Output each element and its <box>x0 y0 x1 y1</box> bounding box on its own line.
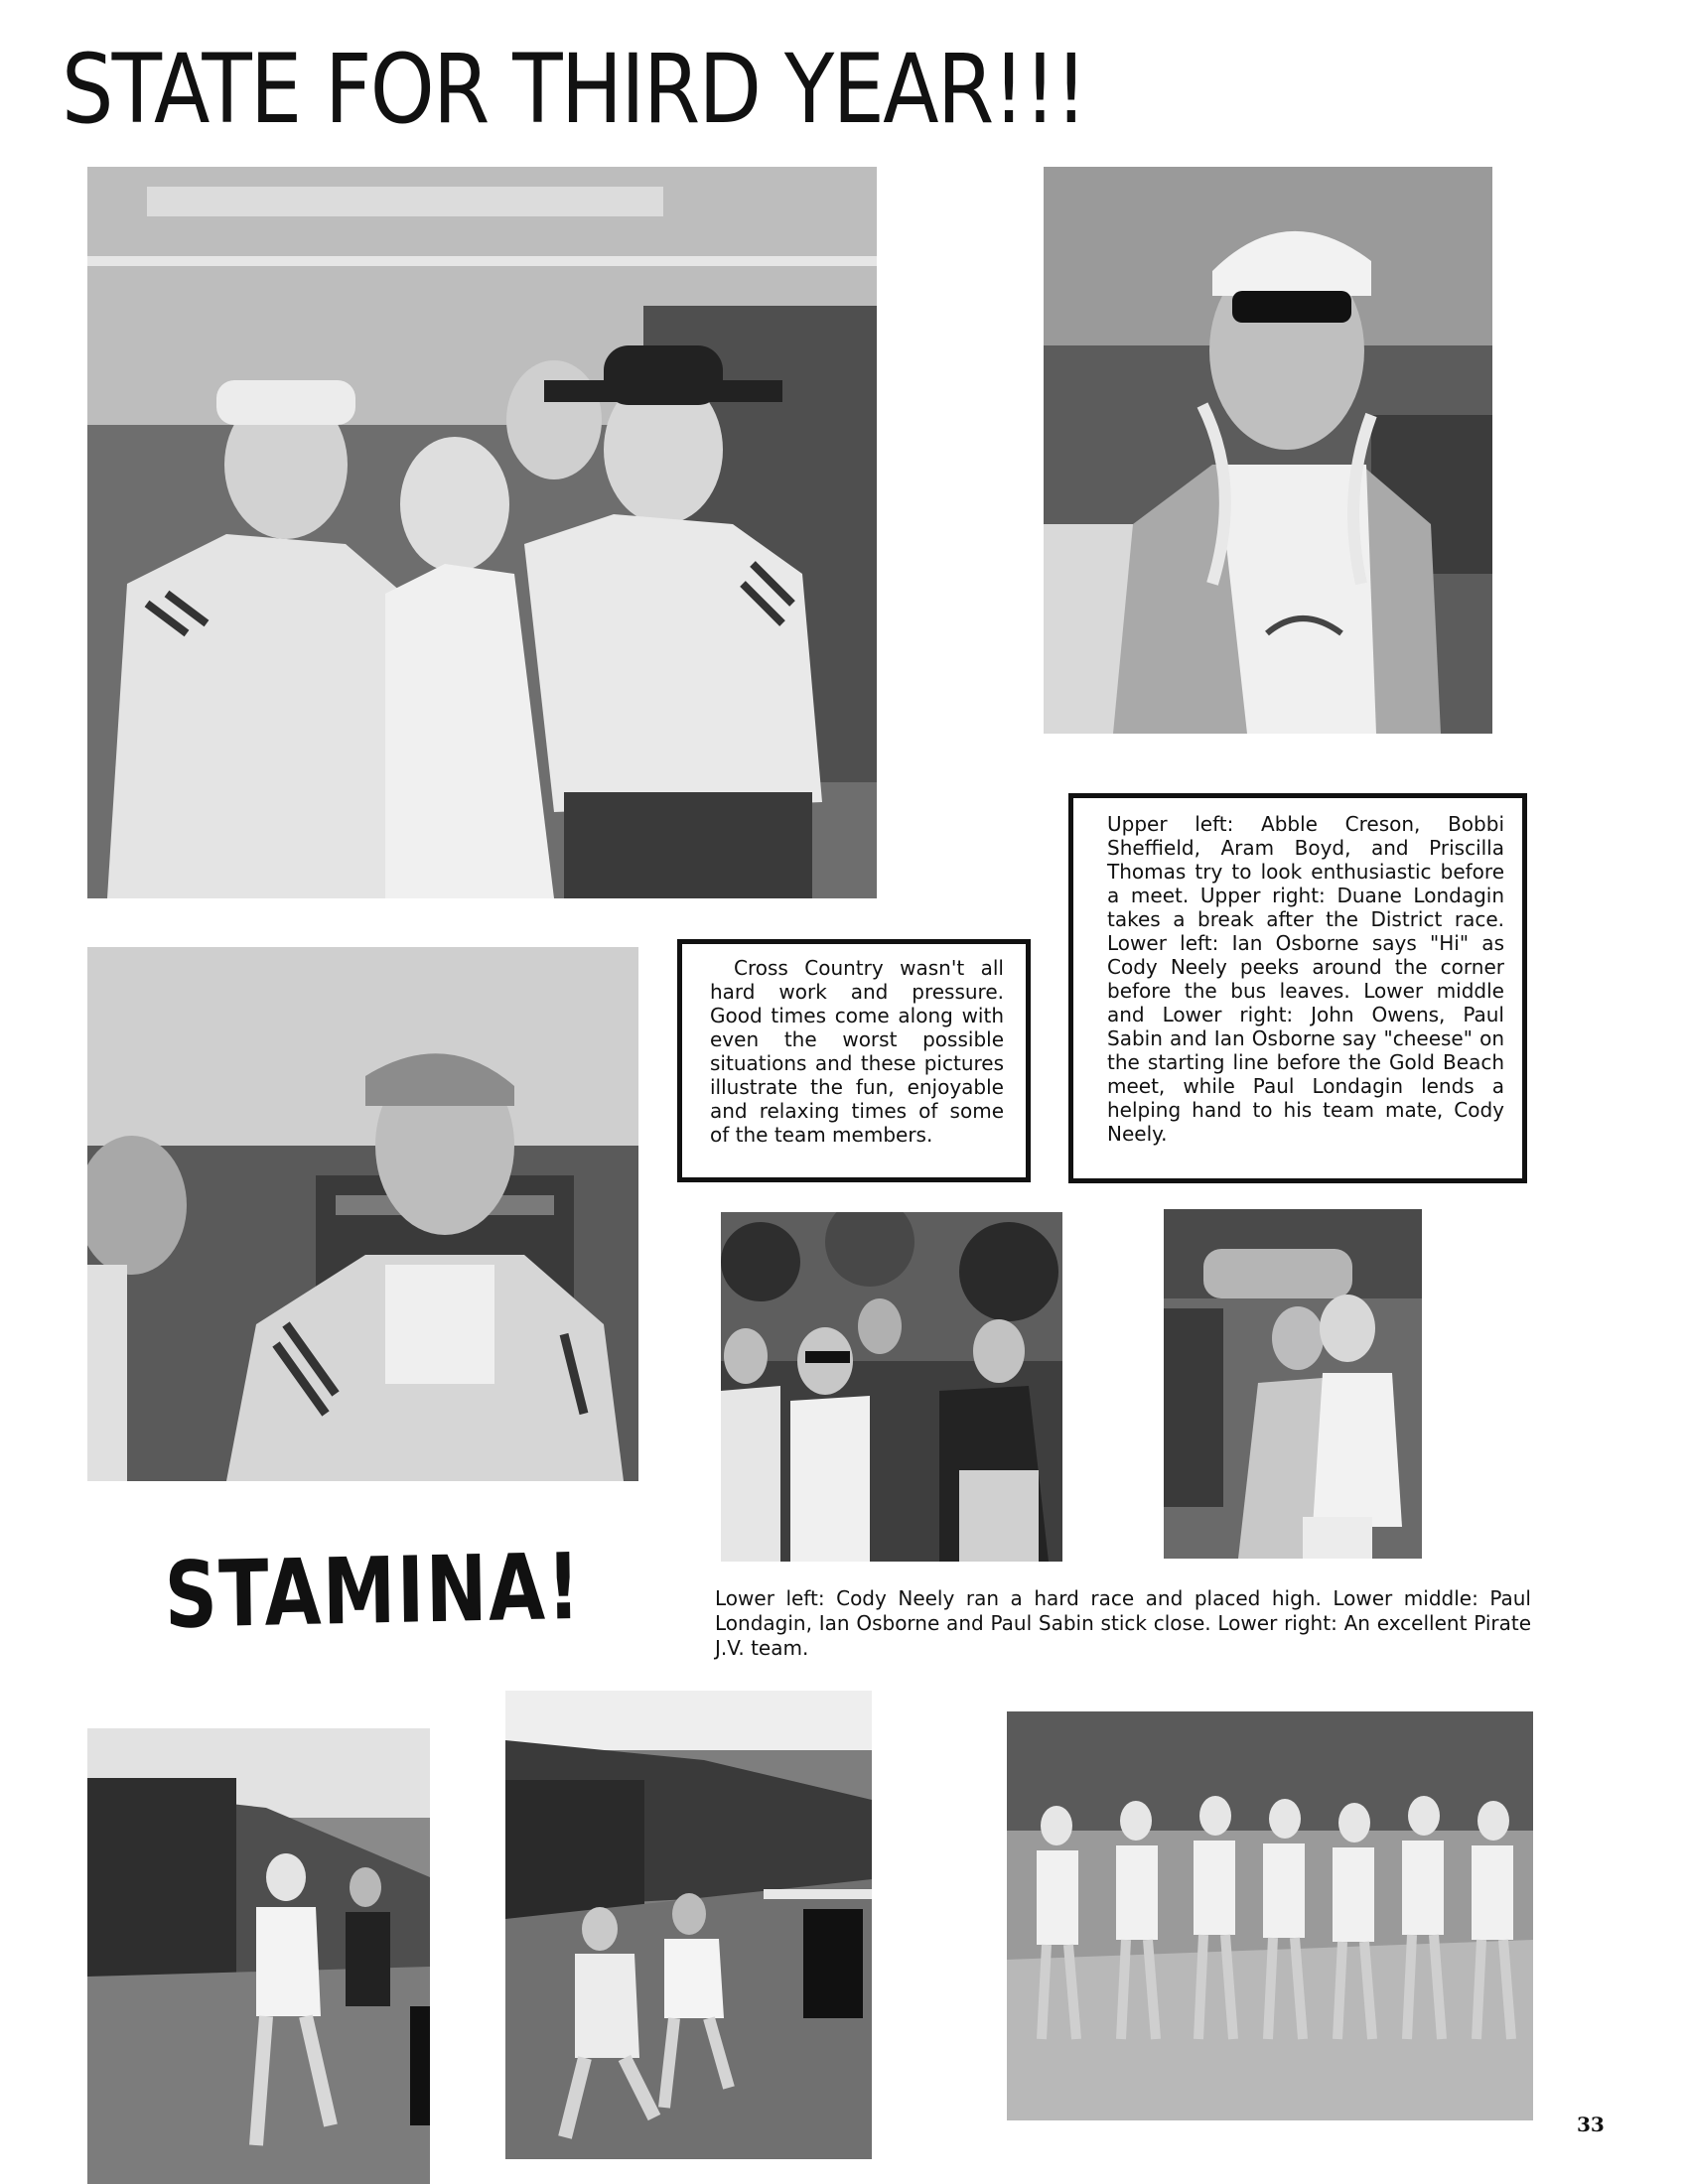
lower-photo-caption: Lower left: Cody Neely ran a hard race and placed high. Lower middle: Paul Londagin, Ian Osborne and Paul Sabin stick close. Lower right: An excellent Pirate J.V. team. <box>715 1586 1531 1660</box>
photo-lower-middle <box>721 1212 1062 1562</box>
photo-bottom-right <box>1007 1711 1533 2120</box>
page-number: 33 <box>1577 2113 1605 2136</box>
page-headline: STATE FOR THIRD YEAR!!! <box>62 34 1086 145</box>
photo-lower-left <box>87 947 638 1481</box>
photo-credits-box <box>1068 793 1527 1183</box>
photo-credits-text: Upper left: Abble Creson, Bobbi Sheffield, Aram Boyd, and Priscilla Thomas try to look enthusiastic before a meet. Upper right: Duane Londagin takes a break after the District race. Lower left: Ian Osborne says "Hi" as Cody Neely peeks around the corner before the bus leaves. Lower middle and Lower right: John Owens, Paul Sabin and Ian Osborne say "cheese" on the starting line before the Gold Beach meet, while Paul Londagin lends a helping hand to his team mate, Cody Neely. <box>1107 812 1504 1146</box>
photo-upper-right <box>1044 167 1492 734</box>
photo-lower-right <box>1164 1209 1422 1559</box>
photo-bottom-middle <box>505 1691 872 2159</box>
intro-caption-text: Cross Country wasn't all hard work and pressure. Good times come along with even the worst possible situations and these pictures illustrate the fun, enjoyable and relaxing times of some of the team members. <box>710 956 1004 1147</box>
stamina-heading: STAMINA! <box>164 1533 583 1649</box>
photo-upper-left <box>87 167 877 898</box>
photo-bottom-left <box>87 1728 430 2184</box>
intro-caption-box <box>677 939 1031 1182</box>
